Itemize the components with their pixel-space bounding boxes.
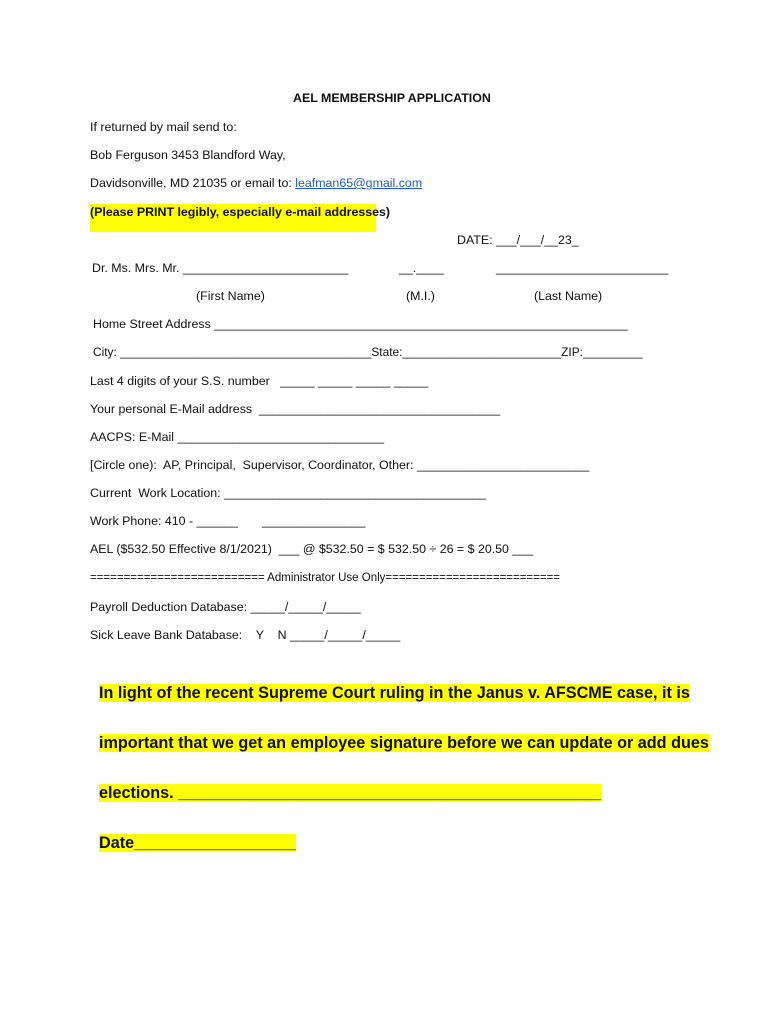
page-title: AEL MEMBERSHIP APPLICATION (293, 91, 491, 105)
date-field[interactable]: DATE: ___/___/__23_ (457, 233, 579, 247)
signature-date-field[interactable]: Date__________________ (99, 834, 297, 852)
last-name-field[interactable]: _________________________ (496, 261, 669, 275)
janus-signature-notice (90, 656, 709, 856)
first-name-field[interactable]: Dr. Ms. Mrs. Mr. ________________________ (92, 261, 349, 275)
ssn-field[interactable]: Last 4 digits of your S.S. number _____ _____ _____ _____ (90, 374, 429, 388)
admin-use-divider: ========================== Administrator Use Only========================== (90, 572, 561, 584)
city-state-zip-field[interactable]: City: ______________________________________State:________________________ZIP:_________ (93, 345, 643, 359)
signature-field[interactable]: elections. _______________________________________________ (99, 784, 602, 802)
work-phone-field[interactable]: Work Phone: 410 - ______ _______________ (90, 514, 366, 528)
mailing-address-line-2 (90, 175, 422, 191)
janus-notice-line-1: In light of the recent Supreme Court ruling in the Janus v. AFSCME case, it is (99, 684, 690, 702)
print-legibly-notice: (Please PRINT legibly, especially e-mail addresses) (90, 204, 376, 232)
address-line-2-text: Davidsonville, MD 21035 or email to: (90, 176, 296, 190)
position-circle-field[interactable]: [Circle one): AP, Principal, Supervisor, Coordinator, Other: _________________________ (90, 458, 590, 472)
last-name-label: (Last Name) (534, 289, 603, 303)
middle-initial-field[interactable]: __.____ (399, 261, 444, 275)
mailing-address-line-1: Bob Ferguson 3453 Blandford Way, (90, 148, 286, 162)
first-name-label: (First Name) (196, 289, 265, 303)
mail-instruction: If returned by mail send to: (90, 120, 237, 134)
work-location-field[interactable]: Current Work Location: ______________________________________ (90, 486, 486, 500)
email-link[interactable]: leafman65@gmail.com (295, 176, 423, 190)
janus-notice-line-2: important that we get an employee signature before we can update or add dues (99, 734, 709, 752)
payroll-deduction-field[interactable]: Payroll Deduction Database: _____/_____/_____ (90, 600, 361, 614)
personal-email-field[interactable]: Your personal E-Mail address ___________________________________ (90, 402, 501, 416)
home-address-field[interactable]: Home Street Address ____________________________________________________________ (93, 317, 628, 331)
middle-initial-label: (M.I.) (406, 289, 435, 303)
aacps-email-field[interactable]: AACPS: E-Mail ______________________________ (90, 430, 385, 444)
ael-dues-line[interactable]: AEL ($532.50 Effective 8/1/2021) ___ @ $532.50 = $ 532.50 ÷ 26 = $ 20.50 ___ (90, 542, 534, 556)
sick-leave-bank-field[interactable]: Sick Leave Bank Database: Y N _____/_____/_____ (90, 628, 401, 642)
